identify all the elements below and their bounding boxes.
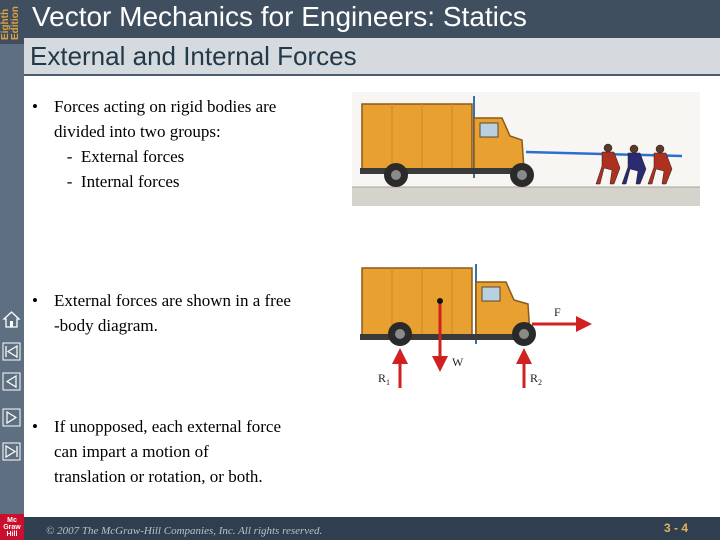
bullet-line: -body diagram. <box>54 316 158 335</box>
bullet-line: If unopposed, each external force <box>54 417 282 436</box>
mcgraw-hill-logo: Mc Graw Hill <box>0 514 24 540</box>
bullet-line: - Internal forces <box>54 172 180 191</box>
next-slide-icon[interactable] <box>2 408 21 427</box>
bullet-line: can impart a motion of <box>54 442 209 461</box>
edition-line-2: Edition <box>10 6 21 40</box>
slide-topic-title: External and Internal Forces <box>30 41 357 71</box>
bullet-marker: • <box>32 97 38 116</box>
first-slide-icon[interactable] <box>2 342 21 361</box>
bullet-marker: • <box>32 417 38 436</box>
bullet-line: External forces are shown in a free <box>54 291 291 310</box>
applied-force-arrow <box>532 316 592 332</box>
bullet-text <box>54 414 281 489</box>
edition-badge <box>0 0 24 44</box>
bullet-marker: • <box>32 291 38 310</box>
bullet-line: translation or rotation, or both. <box>54 467 263 486</box>
reaction-r2-label: $R_2$ <box>530 371 543 387</box>
slide-number: 3 - 4 <box>664 521 689 535</box>
bullet-line: - External forces <box>54 147 185 166</box>
force-f-label: F <box>554 305 561 319</box>
bullet-line: Forces acting on rigid bodies are <box>54 97 277 116</box>
truck-towing-illustration <box>352 92 700 206</box>
copyright-notice: © 2007 The McGraw-Hill Companies, Inc. All rights reserved. <box>46 525 323 537</box>
reaction-r1-label: $R_1$ <box>378 371 391 387</box>
previous-slide-icon[interactable] <box>2 372 21 391</box>
edition-label <box>1 6 21 40</box>
bullet-text <box>54 288 291 338</box>
force-w-label: W <box>452 355 464 369</box>
slide-course-title: Vector Mechanics for Engineers: Statics <box>32 1 527 32</box>
bullet-text <box>54 94 276 194</box>
bullet-line: divided into two groups: <box>54 122 221 141</box>
free-body-diagram <box>352 264 696 392</box>
reaction-r1-arrow <box>392 348 408 388</box>
edition-line-1: Eighth <box>0 8 11 40</box>
home-icon[interactable] <box>2 310 21 329</box>
last-slide-icon[interactable] <box>2 442 21 461</box>
